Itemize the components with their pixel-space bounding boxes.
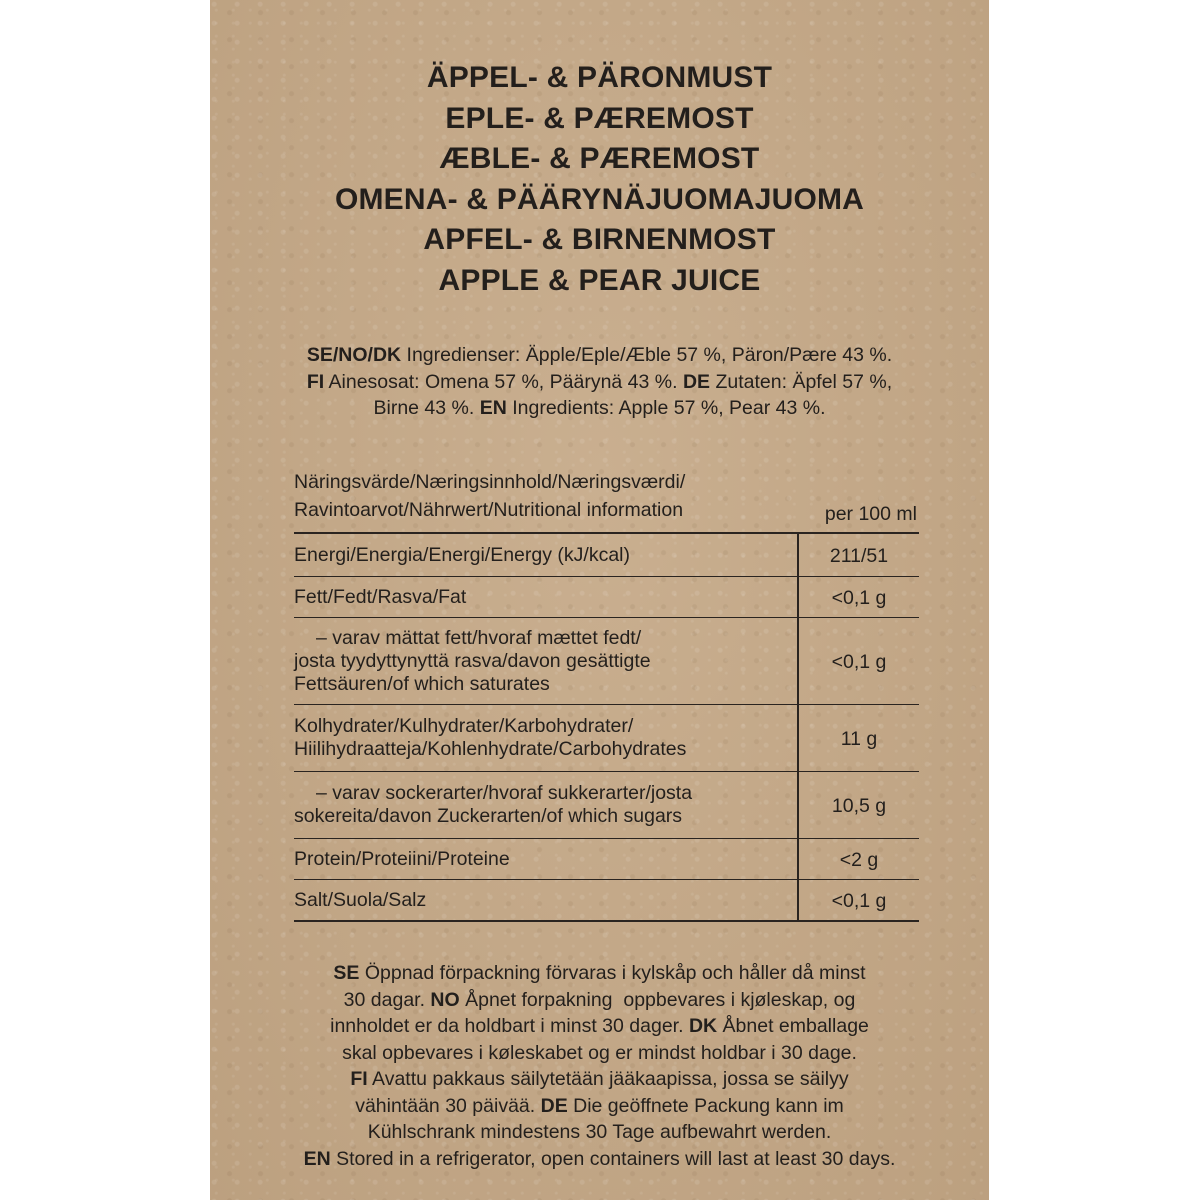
nutrient-name-line: Energi/Energia/Energi/Energy (kJ/kcal) — [294, 543, 630, 566]
nutrient-name-line: sokereita/davon Zuckerarten/of which sugars — [294, 805, 683, 827]
lang-code: DE — [682, 370, 711, 393]
nutrient-name — [294, 577, 797, 617]
ingredients-line — [210, 369, 989, 396]
nutrient-value: 211/51 — [797, 534, 919, 576]
storage-text-segment: Stored in a refrigerator, open containers will last at least 30 days. — [330, 1147, 896, 1170]
nutrient-name-line: Protein/Proteiini/Proteine — [294, 847, 510, 870]
product-label — [210, 0, 989, 1200]
nutrient-name — [294, 705, 797, 771]
lang-code: NO — [430, 988, 460, 1011]
storage-instructions — [210, 960, 989, 1172]
storage-line — [210, 987, 989, 1014]
nutrient-name — [294, 839, 797, 879]
nutrient-name-line: Fett/Fedt/Rasva/Fat — [294, 585, 467, 608]
ingredients-text-segment: Ingredienser: Äpple/Eple/Æble 57 %, Päron/Pære 43 %. — [401, 344, 893, 366]
nutrition-row — [294, 880, 919, 920]
nutrition-row — [294, 618, 919, 705]
nutrition-row — [294, 705, 919, 772]
nutrition-header-line: Ravintoarvot/Nährwert/Nutritional information — [294, 499, 684, 521]
ingredients-text-segment: Ainesosat: Omena 57 %, Päärynä 43 %. — [324, 370, 683, 393]
storage-text-segment: vähintään 30 päivää. — [355, 1094, 541, 1117]
nutrient-name — [294, 618, 797, 704]
nutrient-value: <0,1 g — [797, 880, 919, 920]
title-se: ÄPPEL- & PÄRONMUST — [426, 61, 773, 94]
lang-code: FI — [350, 1068, 368, 1090]
storage-text-segment: 30 dagar. — [343, 988, 431, 1011]
nutrient-name-line: Salt/Suola/Salz — [294, 888, 427, 911]
title-no: EPLE- & PÆREMOST — [445, 101, 754, 135]
nutrient-value: 10,5 g — [797, 772, 919, 838]
storage-line — [210, 1013, 989, 1040]
nutrition-row — [294, 839, 919, 880]
storage-line — [210, 1066, 989, 1093]
storage-text-segment: Avattu pakkaus säilytetään jääkaapissa, jossa se säilyy — [367, 1068, 849, 1090]
storage-text-segment: Åpnet forpakning oppbevares i kjøleskap, og — [459, 988, 856, 1011]
nutrition-row — [294, 534, 919, 577]
nutrition-rows — [294, 532, 919, 922]
nutrient-name-line: josta tyydyttynyttä rasva/davon gesättigte — [294, 649, 651, 672]
lang-code: EN — [303, 1147, 331, 1170]
nutrient-value: 11 g — [797, 705, 919, 771]
nutrient-value: <0,1 g — [797, 577, 919, 617]
lang-code: DE — [540, 1094, 568, 1117]
nutrition-row — [294, 772, 919, 839]
ingredients-text-segment: Ingredients: Apple 57 %, Pear 43 %. — [506, 397, 826, 419]
storage-line — [210, 1093, 989, 1120]
lang-code: SE — [333, 962, 360, 984]
nutrient-name — [294, 880, 797, 920]
storage-line — [210, 1119, 989, 1146]
nutrition-header — [294, 462, 919, 532]
nutrient-name-line: Kolhydrater/Kulhydrater/Karbohydrater/ — [294, 715, 634, 737]
nutrient-name — [294, 772, 797, 838]
nutrition-row — [294, 577, 919, 618]
lang-code: DK — [688, 1015, 718, 1037]
title-fi: OMENA- & PÄÄRYNÄJUOMAJUOMA — [334, 182, 865, 216]
nutrient-name-line: – varav mättat fett/hvoraf mættet fedt/ — [316, 626, 642, 649]
ingredients-line — [210, 395, 989, 422]
storage-text-segment: Die geöffnete Packung kann im — [567, 1094, 844, 1117]
storage-text-segment: Åbnet emballage — [717, 1015, 869, 1037]
storage-line — [210, 1146, 989, 1173]
lang-code: FI — [306, 370, 325, 393]
title-de: APFEL- & BIRNENMOST — [423, 223, 776, 256]
nutrient-value: <0,1 g — [797, 618, 919, 704]
ingredients-text-segment: Zutaten: Äpfel 57 %, — [710, 370, 893, 393]
product-titles — [210, 58, 989, 301]
nutrient-name-line: – varav sockerarter/hvoraf sukkerarter/josta — [316, 782, 693, 804]
nutrient-value: <2 g — [797, 839, 919, 879]
lang-code: SE/NO/DK — [306, 344, 402, 366]
ingredients-line — [210, 342, 989, 369]
nutrition-unit: per 100 ml — [824, 503, 917, 525]
title-en: APPLE & PEAR JUICE — [438, 263, 761, 297]
nutrient-name-line: Hiilihydraatteja/Kohlenhydrate/Carbohydrates — [294, 738, 687, 760]
storage-text-segment: skal opbevares i køleskabet og er mindst holdbar i 30 dage. — [342, 1041, 857, 1064]
nutrient-name — [294, 534, 797, 576]
ingredients-text-segment: Birne 43 %. — [373, 397, 480, 419]
lang-code: EN — [479, 397, 507, 419]
storage-text-segment: Öppnad förpackning förvaras i kylskåp och håller då minst — [359, 962, 866, 984]
nutrition-header-title — [294, 468, 685, 524]
nutrient-name-line: Fettsäuren/of which saturates — [294, 672, 550, 695]
ingredients-text — [210, 342, 989, 422]
storage-line — [210, 1040, 989, 1067]
storage-line — [210, 960, 989, 987]
storage-text-segment: Kühlschrank mindestens 30 Tage aufbewahrt werden. — [367, 1121, 832, 1143]
nutrition-header-line: Näringsvärde/Næringsinnhold/Næringsværdi/ — [294, 471, 686, 493]
nutrition-table — [294, 462, 919, 922]
storage-text-segment: innholdet er da holdbart i minst 30 dager. — [330, 1015, 689, 1037]
title-dk: ÆBLE- & PÆREMOST — [439, 142, 760, 175]
